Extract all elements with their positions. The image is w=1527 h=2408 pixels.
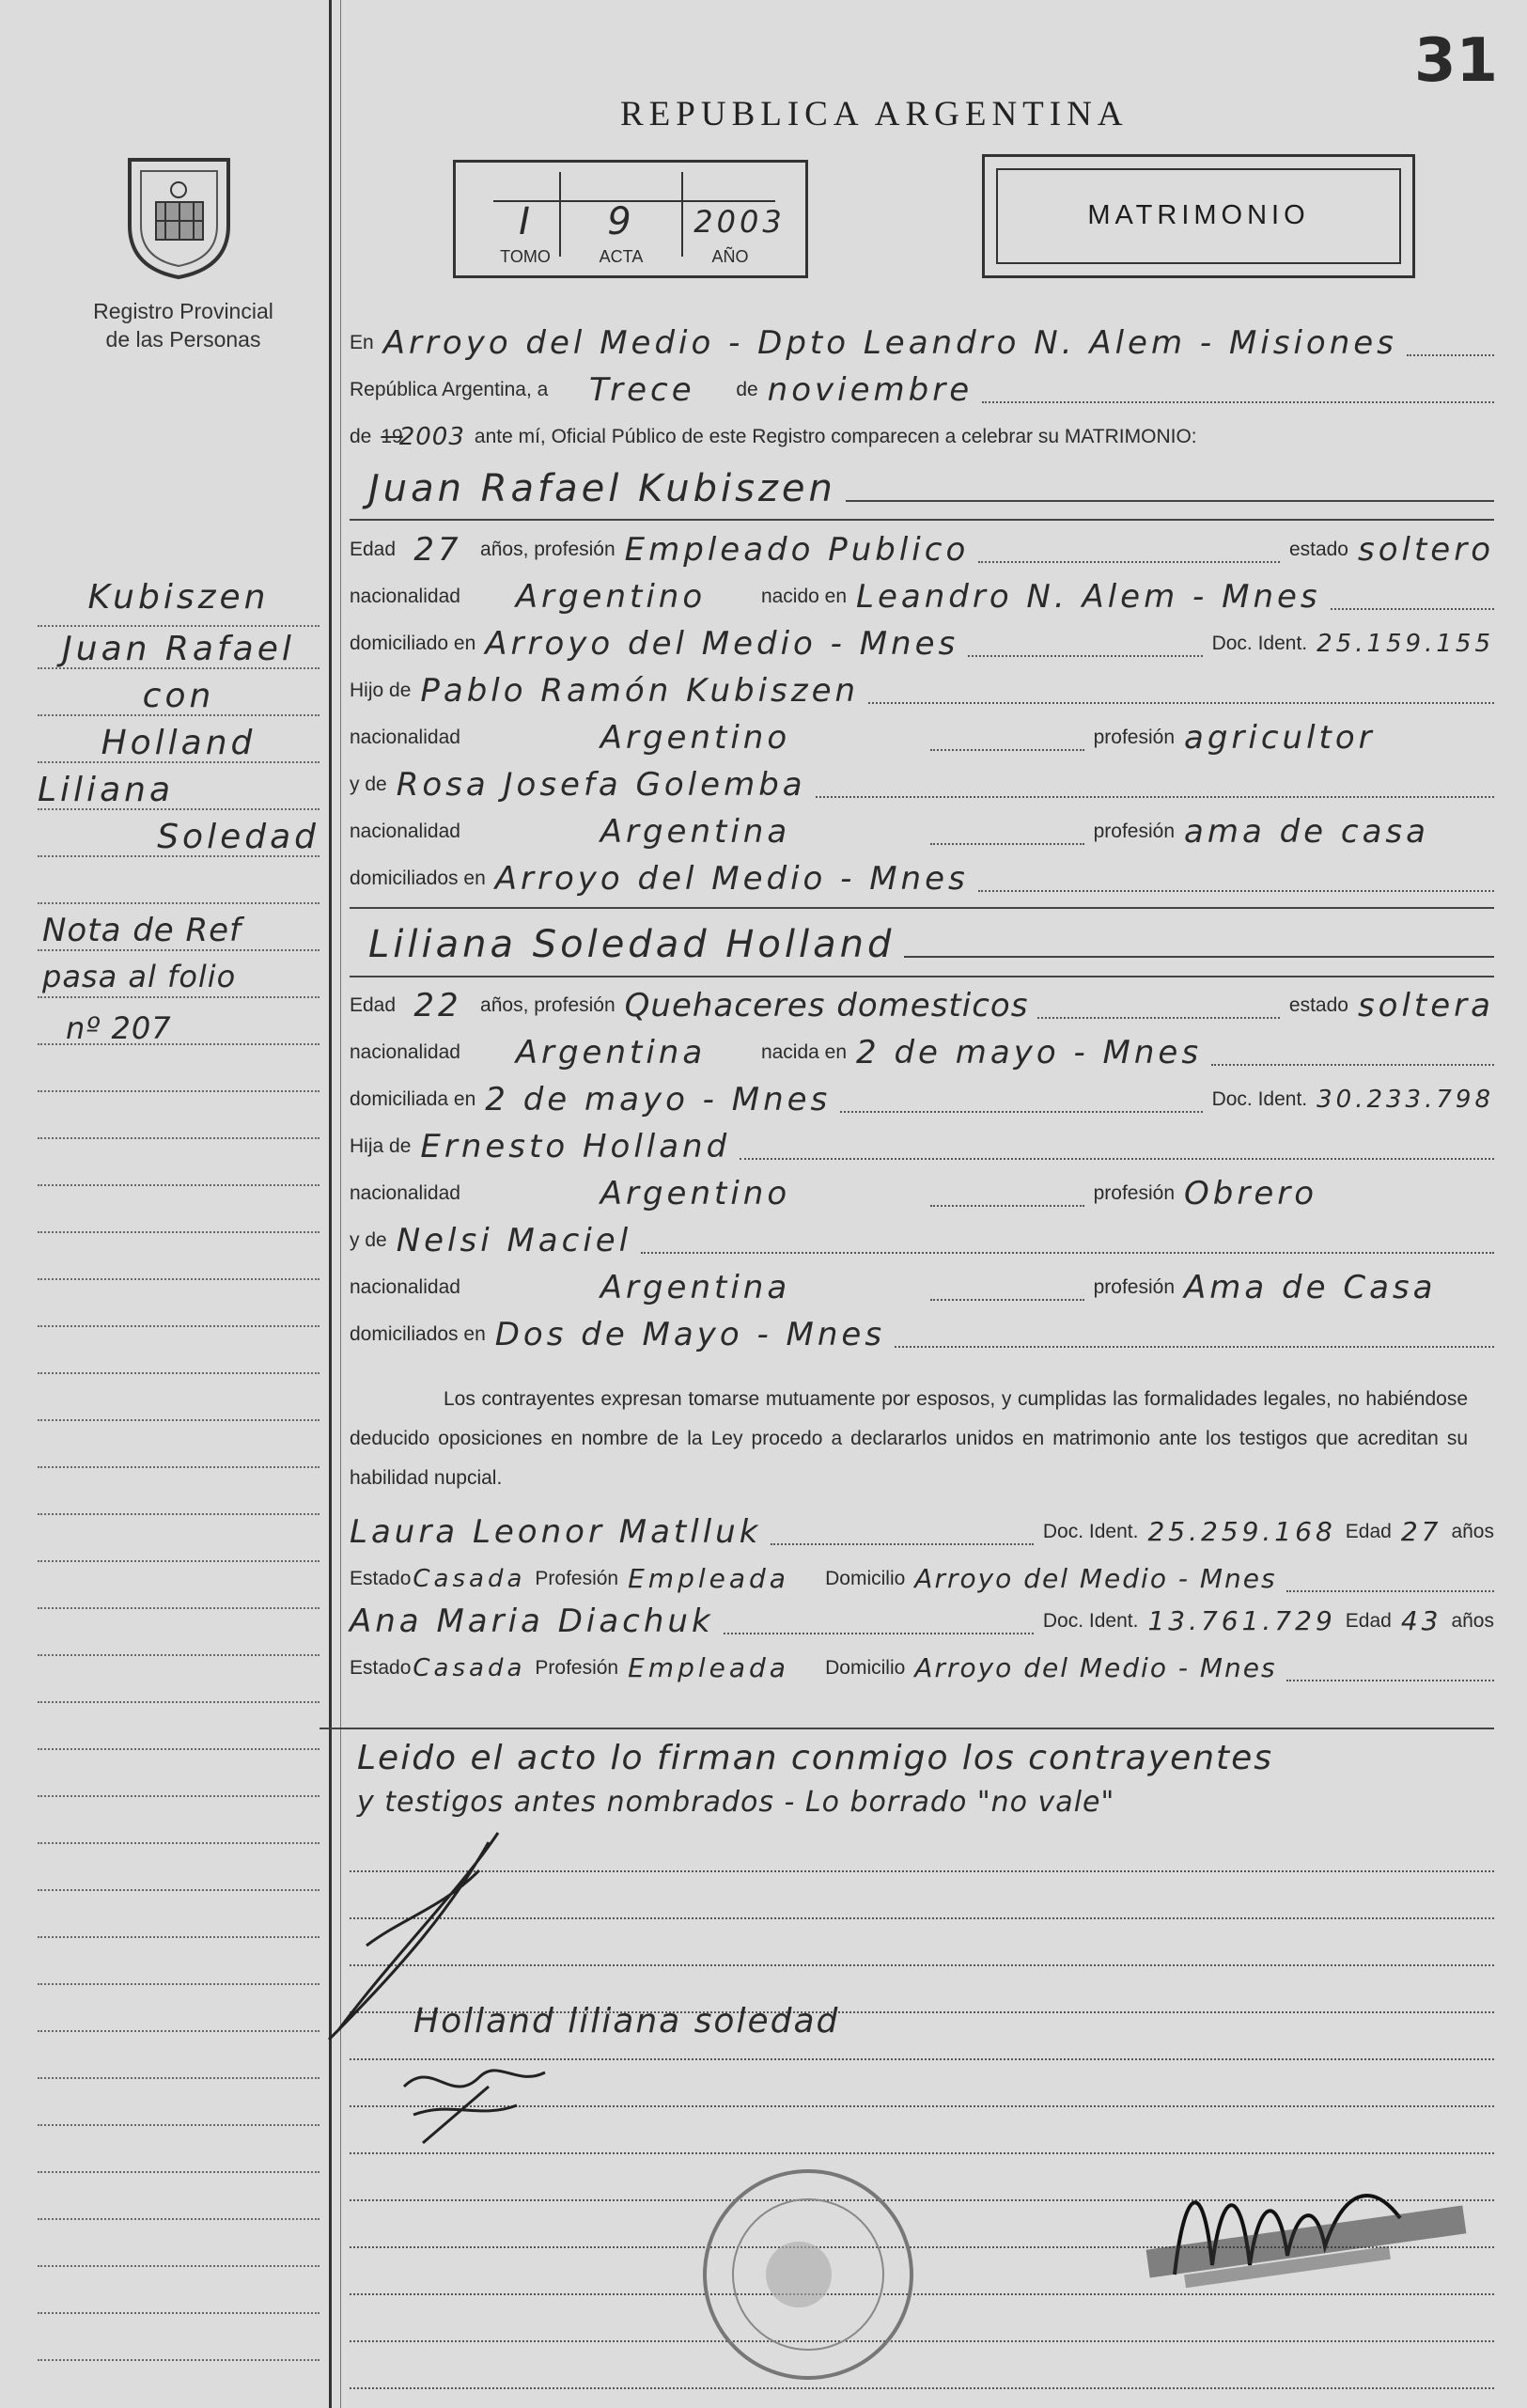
label-profesion-5: Profesión	[535, 1568, 619, 1589]
witness2-status: Casada	[413, 1654, 526, 1682]
tomo-label: TOMO	[500, 247, 551, 266]
witness1-age: 27	[1400, 1516, 1442, 1547]
row-bride-name	[350, 923, 1494, 966]
bride-father-profession: Obrero	[1184, 1175, 1318, 1212]
bride-profession: Quehaceres domesticos	[624, 987, 1029, 1024]
witness1-doc: 25.259.168	[1147, 1516, 1336, 1547]
tomo-value: I	[519, 200, 534, 243]
country-title: REPUBLICA ARGENTINA	[620, 95, 1129, 133]
witness1-domicile: Arroyo del Medio - Mnes	[914, 1563, 1277, 1594]
anio-value: 2003	[693, 204, 786, 240]
label-profesion-2: profesión	[1093, 821, 1175, 842]
row-date	[350, 371, 1494, 409]
label-estado-4: Estado	[350, 1657, 412, 1679]
witness1-name: Laura Leonor Matlluk	[350, 1513, 762, 1551]
label-nacionalidad-5: nacionalidad	[350, 1182, 460, 1204]
acta-label: ACTA	[599, 247, 644, 266]
label-domicilio-2: Domicilio	[825, 1657, 906, 1679]
row-groom-mother	[350, 766, 1494, 804]
label-de: de	[736, 379, 758, 400]
groom-birthplace: Leandro N. Alem - Mnes	[856, 578, 1321, 616]
label-nacido-en: nacido en	[760, 586, 848, 607]
witness2-doc: 13.761.729	[1147, 1605, 1336, 1636]
groom-father-profession: agricultor	[1184, 719, 1376, 757]
registry-seal	[120, 150, 238, 282]
label-nacionalidad-4: nacionalidad	[350, 1041, 460, 1063]
label-estado-2: estado	[1288, 994, 1348, 1016]
row-groom-father-nat	[350, 719, 1494, 757]
groom-mother-profession: ama de casa	[1184, 813, 1429, 851]
label-hija-de: Hija de	[350, 1135, 412, 1157]
row-groom-age	[350, 531, 1494, 569]
margin-ref-2: pasa al folio	[42, 959, 237, 994]
label-edad-2: Edad	[350, 994, 397, 1016]
margin-name-2: Juan Rafael	[62, 630, 295, 668]
label-doc-ident: Doc. Ident.	[1211, 633, 1308, 654]
registry-name-line1: Registro Provincial	[93, 299, 273, 323]
place-value: Arroyo del Medio - Dpto Leandro N. Alem - Misiones	[382, 324, 1397, 362]
year-value: 2003	[398, 423, 465, 451]
label-nacionalidad: nacionalidad	[350, 586, 460, 607]
round-stamp	[695, 2162, 921, 2392]
registry-name-line2: de las Personas	[105, 327, 261, 352]
closing-line2: y testigos antes nombrados - Lo borrado "no vale"	[357, 1786, 1115, 1819]
witness1-status: Casada	[413, 1565, 526, 1593]
margin-name-6: Soledad	[157, 818, 319, 856]
label-domiciliados-en: domiciliados en	[350, 868, 486, 889]
bride-father: Ernesto Holland	[420, 1128, 731, 1165]
closing-separator	[319, 1728, 1494, 1729]
signature-bride: Holland liliana soledad	[413, 2002, 840, 2041]
bride-nationality: Argentina	[515, 1034, 707, 1071]
margin-name-5: Liliana	[38, 771, 174, 809]
groom-father: Pablo Ramón Kubiszen	[420, 672, 860, 710]
label-y-de: y de	[350, 774, 387, 795]
act-type-box	[982, 154, 1415, 278]
year-prefix: 19	[381, 426, 403, 447]
row-bride-nationality	[350, 1034, 1494, 1071]
label-ante-mi: ante mí, Oficial Público de este Registro comparecen a celebrar su MATRIMONIO:	[474, 426, 1197, 447]
label-edad: Edad	[350, 539, 397, 560]
row-bride-mother	[350, 1222, 1494, 1259]
groom-domicile: Arroyo del Medio - Mnes	[485, 625, 959, 663]
label-nacionalidad-2: nacionalidad	[350, 727, 460, 748]
bride-status: soltera	[1357, 987, 1494, 1024]
witness2-name: Ana Maria Diachuk	[350, 1603, 714, 1640]
row-bride-father	[350, 1128, 1494, 1165]
groom-separator	[350, 519, 1494, 521]
margin-name-1: Kubiszen	[87, 578, 270, 617]
label-domicilio: Domicilio	[825, 1568, 906, 1589]
label-estado-3: Estado	[350, 1568, 412, 1589]
label-anos: años	[1451, 1521, 1494, 1542]
official-signature	[1128, 2134, 1485, 2326]
row-bride-parents-domicile	[350, 1316, 1494, 1353]
label-profesion: profesión	[1093, 727, 1175, 748]
groom-mother: Rosa Josefa Golemba	[396, 766, 806, 804]
witness2-domicile: Arroyo del Medio - Mnes	[914, 1652, 1277, 1683]
act-type-label: MATRIMONIO	[1087, 200, 1310, 230]
bride-top-separator	[350, 907, 1494, 909]
witness2-profession: Empleada	[628, 1652, 789, 1683]
bride-father-nationality: Argentino	[600, 1175, 791, 1212]
margin-ref-1: Nota de Ref	[42, 912, 242, 949]
declaration-text: Los contrayentes expresan tomarse mutuamente por esposos, y cumplidas las formalidades legales, no habiéndose deducido oposiciones en nombre de la Ley procedo a declararlos unidos en matrimonio ante los testigos que acreditan su habilidad nupcial.	[350, 1388, 1468, 1489]
row-bride-domicile	[350, 1081, 1494, 1118]
row-witness2-details	[350, 1650, 1494, 1687]
month-value: noviembre	[767, 371, 974, 409]
margin-name-3: con	[142, 677, 215, 715]
row-groom-nationality	[350, 578, 1494, 616]
bride-mother-nationality: Argentina	[600, 1269, 791, 1306]
day-value: Trece	[588, 371, 695, 409]
margin-name-4: Holland	[101, 724, 257, 762]
label-anos-profesion: años, profesión	[480, 539, 615, 560]
signature-scribble-2	[395, 2049, 583, 2157]
label-profesion-6: Profesión	[535, 1657, 619, 1679]
witness2-age: 43	[1400, 1605, 1442, 1636]
witness1-profession: Empleada	[628, 1563, 789, 1594]
row-place	[350, 324, 1494, 362]
row-witness1-details	[350, 1560, 1494, 1598]
row-bride-age	[350, 987, 1494, 1024]
bride-age: 22	[413, 987, 462, 1024]
row-groom-mother-nat	[350, 813, 1494, 851]
groom-nationality: Argentino	[515, 578, 707, 616]
groom-father-nationality: Argentino	[600, 719, 791, 757]
groom-mother-nationality: Argentina	[600, 813, 791, 851]
label-edad-4: Edad	[1345, 1610, 1392, 1632]
label-republica: República Argentina, a	[350, 379, 549, 400]
row-year	[350, 418, 1494, 456]
acta-value: 9	[607, 200, 635, 243]
row-groom-parents-domicile	[350, 860, 1494, 898]
closing-line1: Leido el acto lo firman conmigo los contrayentes	[357, 1739, 1274, 1777]
margin-ref-3: nº 207	[66, 1010, 172, 1046]
label-doc-ident-2: Doc. Ident.	[1211, 1088, 1308, 1110]
label-y-de-2: y de	[350, 1229, 387, 1251]
row-bride-father-nat	[350, 1175, 1494, 1212]
bride-mother-profession: Ama de Casa	[1184, 1269, 1437, 1306]
bride-separator	[350, 976, 1494, 977]
row-groom-name	[350, 467, 1494, 510]
row-witness1-name	[350, 1513, 1494, 1551]
label-nacionalidad-6: nacionalidad	[350, 1276, 460, 1298]
label-domiciliado-en: domiciliado en	[350, 633, 476, 654]
label-en: En	[350, 332, 374, 353]
label-profesion-3: profesión	[1093, 1182, 1175, 1204]
bride-name: Liliana Soledad Holland	[368, 923, 896, 966]
bride-parents-domicile: Dos de Mayo - Mnes	[494, 1316, 886, 1353]
bride-domicile: 2 de mayo - Mnes	[485, 1081, 832, 1118]
label-edad-3: Edad	[1345, 1521, 1392, 1542]
groom-age: 27	[413, 531, 462, 569]
row-groom-father	[350, 672, 1494, 710]
label-anos-profesion-2: años, profesión	[480, 994, 615, 1016]
label-domiciliada-en: domiciliada en	[350, 1088, 476, 1110]
label-doc-ident-4: Doc. Ident.	[1042, 1610, 1139, 1632]
registry-name	[56, 297, 310, 353]
anio-label: AÑO	[711, 247, 749, 266]
groom-parents-domicile: Arroyo del Medio - Mnes	[494, 860, 969, 898]
label-de-2: de	[350, 426, 372, 447]
record-box	[453, 160, 808, 278]
label-nacionalidad-3: nacionalidad	[350, 821, 460, 842]
label-estado: estado	[1288, 539, 1348, 560]
row-groom-domicile	[350, 625, 1494, 663]
row-witness2-name	[350, 1603, 1494, 1640]
label-profesion-4: profesión	[1093, 1276, 1175, 1298]
groom-status: soltero	[1358, 531, 1494, 569]
label-anos-2: años	[1451, 1610, 1494, 1632]
label-hijo-de: Hijo de	[350, 680, 412, 701]
label-domiciliados-en-2: domiciliados en	[350, 1323, 486, 1345]
groom-profession: Empleado Publico	[624, 531, 970, 569]
bride-birthplace: 2 de mayo - Mnes	[856, 1034, 1203, 1071]
groom-doc: 25.159.155	[1317, 630, 1494, 658]
bride-doc: 30.233.798	[1317, 1086, 1494, 1114]
page-number: 31	[1414, 26, 1499, 96]
label-nacida-en: nacida en	[760, 1041, 848, 1063]
label-doc-ident-3: Doc. Ident.	[1042, 1521, 1139, 1542]
row-bride-mother-nat	[350, 1269, 1494, 1306]
bride-mother: Nelsi Maciel	[396, 1222, 632, 1259]
groom-name: Juan Rafael Kubiszen	[368, 467, 836, 510]
